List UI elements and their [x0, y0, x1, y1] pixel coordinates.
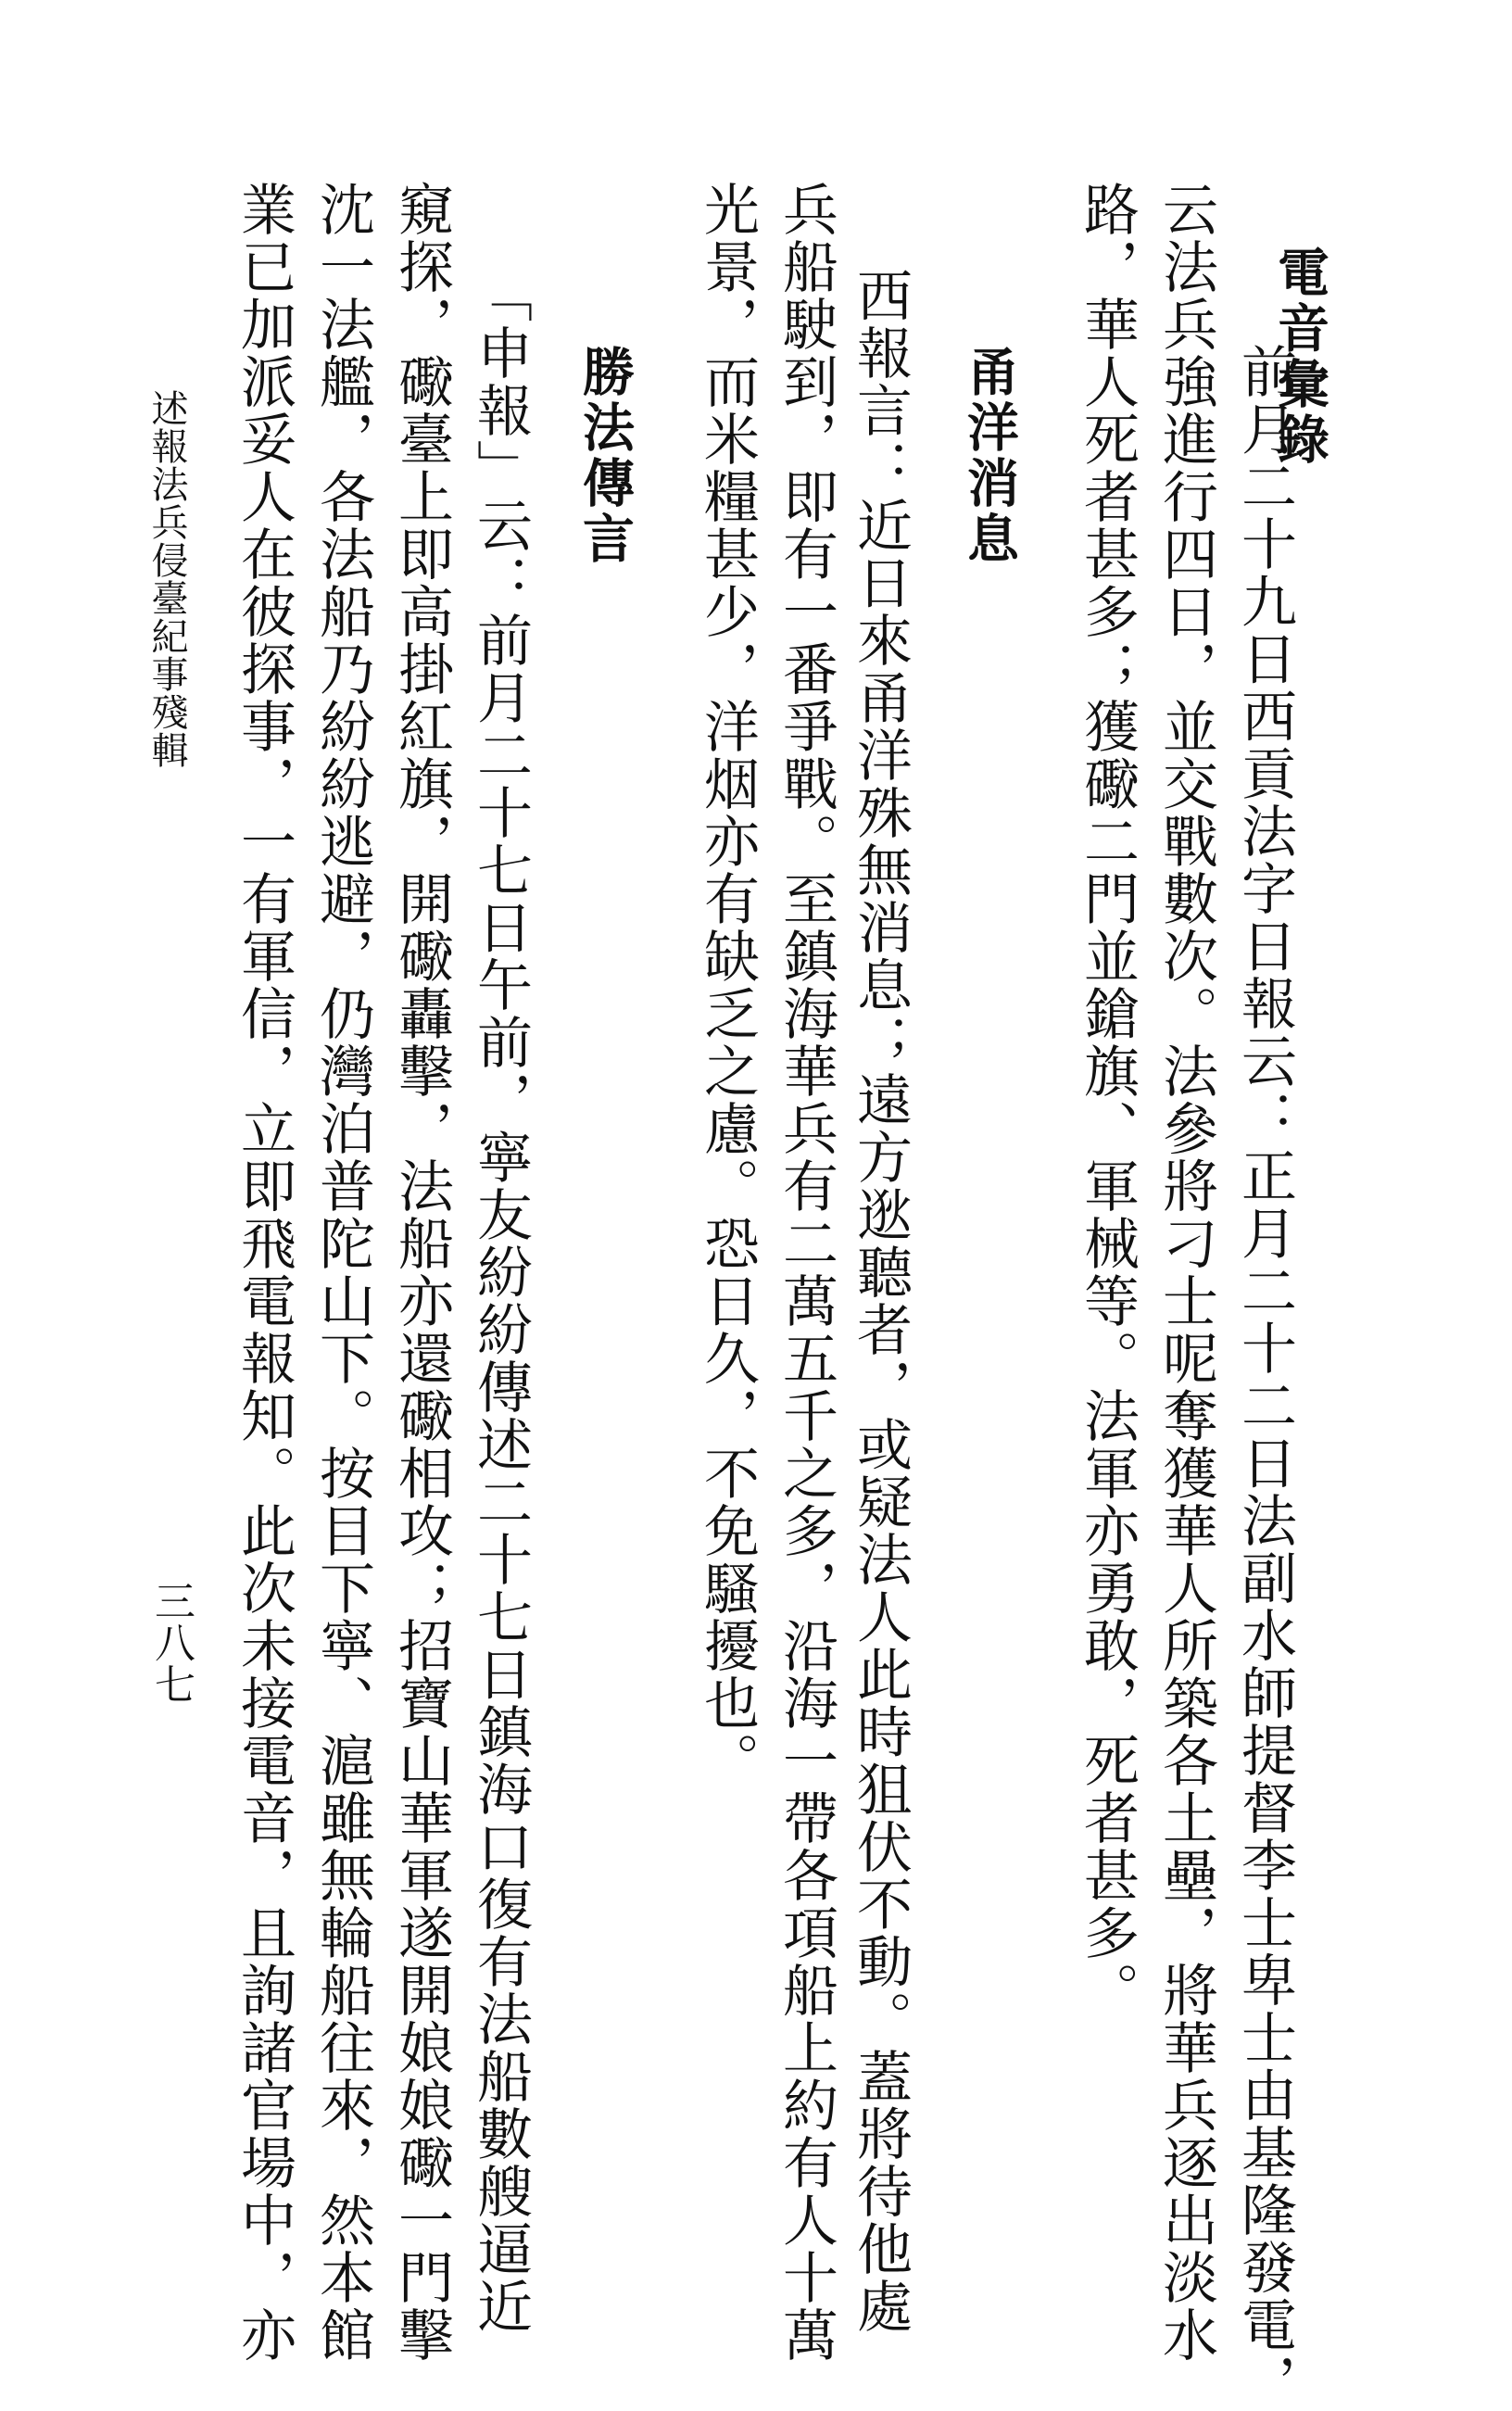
text-column: 窺探，礮臺上即高掛紅旗，開礮轟擊，法船亦還礮相攻；招寶山華軍遂開娘娘礮一門擊	[389, 181, 454, 2364]
text-column: 兵船駛到，即有一番爭戰。至鎮海華兵有二萬五千之多，沿海一帶各項船上約有人十萬	[774, 181, 838, 2364]
section-heading-yongyang: 甬洋消息	[959, 345, 1020, 567]
text-column: 「申報」云：前月二十七日午前，寧友紛紛傳述二十七日鎮海口復有法船數艘逼近	[468, 267, 533, 2335]
page-number: 三八七	[147, 1580, 195, 1705]
text-column: 前月二十九日西貢法字日報云：正月二十二日法副水師提督李士卑士由基隆發電，	[1232, 343, 1297, 2411]
text-column: 光景，而米糧甚少，洋烟亦有缺乏之慮。恐日久，不免騷擾也。	[695, 181, 760, 1789]
text-column: 云法兵強進行四日，並交戰數次。法參將刁士呢奪獲華人所築各土壘，將華兵逐出淡水	[1153, 181, 1218, 2364]
text-column: 西報言：近日來甬洋殊無消息；遠方逖聽者，或疑法人此時狙伏不動。蓋將待他處	[848, 267, 913, 2335]
text-column: 業已加派妥人在彼探事，一有軍信，立即飛電報知。此次未接電音，且詢諸官場中，亦	[232, 181, 296, 2364]
section-heading-shengfa: 勝法傳言	[574, 345, 636, 567]
section-heading-dianyin: 電音彙錄	[1269, 246, 1330, 468]
text-column: 路，華人死者甚多；獲礮二門並鎗旗、軍械等。法軍亦勇敢，死者甚多。	[1075, 181, 1140, 2019]
text-column: 沈一法艦，各法船乃紛紛逃避，仍灣泊普陀山下。按目下寧、滬雖無輪船往來，然本館	[310, 181, 375, 2364]
book-title: 述報法兵侵臺紀事殘輯	[145, 389, 188, 769]
